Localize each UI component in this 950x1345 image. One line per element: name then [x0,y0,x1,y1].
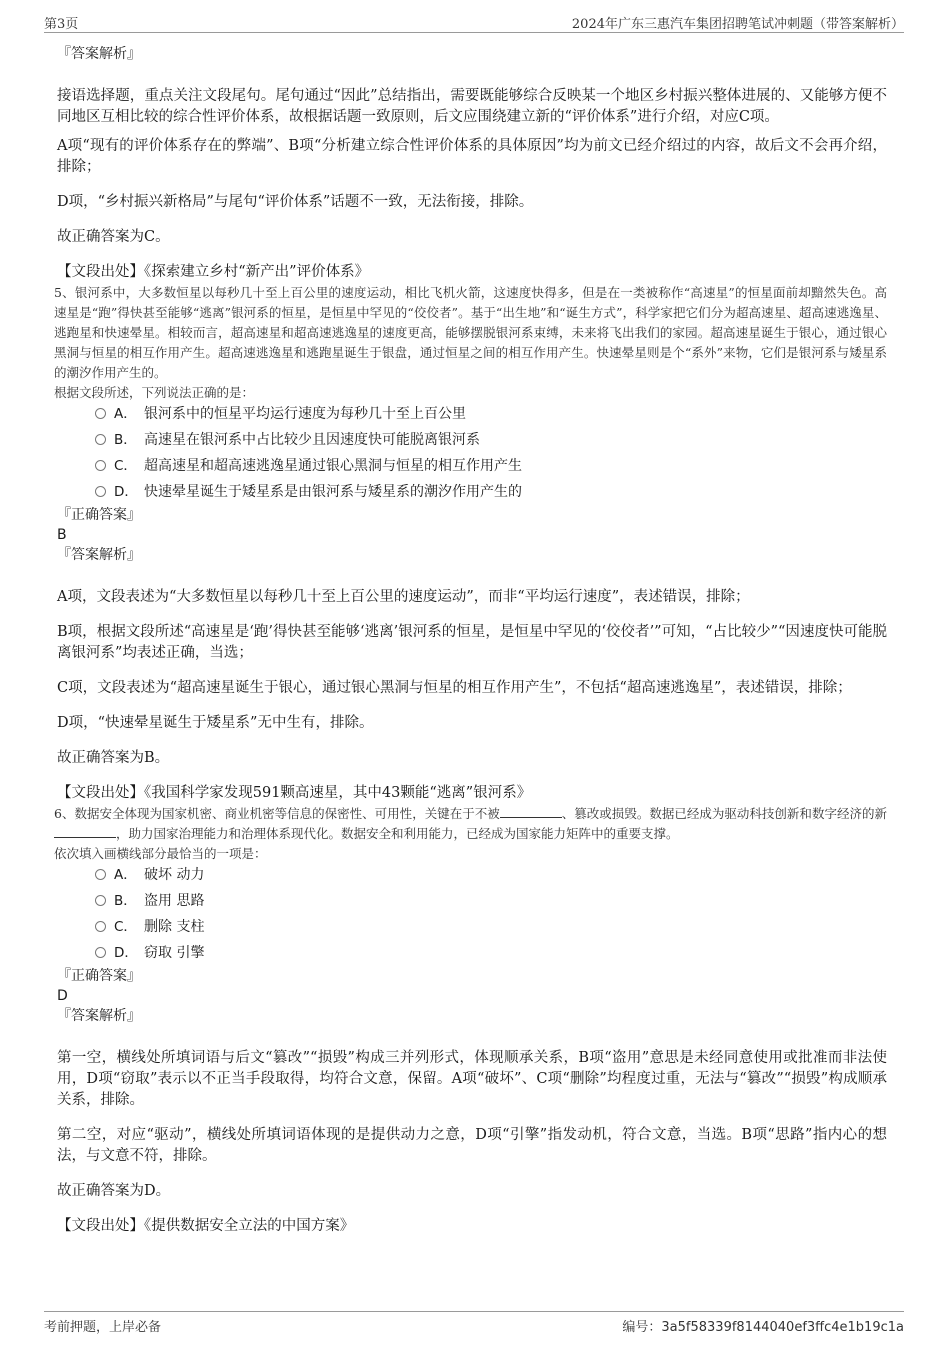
q4-analysis-2: A项“现有的评价体系存在的弊端”、B项“分析建立综合性评价体系的具体原因”均为前文已经介绍过的内容，故后文不会再介绍，排除； [57,138,887,175]
radio-icon[interactable] [95,947,106,958]
q5-options [95,401,887,505]
q6-option-c[interactable]: C． 删除 支柱 [95,914,887,940]
main-content [54,44,887,1237]
page-number: 第3页 [44,17,79,32]
analysis-label: 『答案解析』 [57,46,141,62]
q4-source [57,262,887,283]
q4-analysis-1: 接语选择题，重点关注文段尾句。尾句通过“因此”总结指出，需要既能够综合反映某一个地区乡村振兴整体进展的、又能够方便不同地区互相比较的综合性评价体系，故根据话题一致原则，后文应围绕建立新的“评价体系”进行介绍，对应C项。 [57,88,887,125]
source-label: 【文段出处】 [57,1218,144,1234]
q6-option-d[interactable]: D． 窃取 引擎 [95,940,887,966]
q5-option-a[interactable]: A． 银河系中的恒星平均运行速度为每秒几十至上百公里 [95,401,887,427]
analysis-label: 『答案解析』 [57,1008,141,1024]
q5-option-d[interactable]: D． 快速晕星诞生于矮星系是由银河系与矮星系的潮汐作用产生的 [95,479,887,505]
radio-icon[interactable] [95,486,106,497]
radio-icon[interactable] [95,408,106,419]
footer-code: 编号：3a5f58339f8144040ef3ffc4e1b19c1a [622,1320,904,1335]
q6-answer: D [57,988,68,1004]
q6-source-title: 《提供数据安全立法的中国方案》 [144,1218,355,1234]
blank-2 [54,827,116,838]
q4-analysis-4: 故正确答案为C。 [57,229,170,245]
source-label: 【文段出处】 [57,264,144,280]
q5-option-c[interactable]: C． 超高速星和超高速逃逸星通过银心黑洞与恒星的相互作用产生 [95,453,887,479]
q6-option-a[interactable]: A． 破坏 动力 [95,862,887,888]
q5-option-b[interactable]: B． 高速星在银河系中占比较少且因速度快可能脱离银河系 [95,427,887,453]
q5-analysis-2: B项，根据文段所述“高速星是‘跑’得快甚至能够‘逃离’银河系的恒星，是恒星中罕见的‘佼佼者’”可知，“占比较少”“因速度快可能脱离银河系”均表述正确，当选； [57,624,887,661]
q5-question: 5、银河系中，大多数恒星以每秒几十至上百公里的速度运动，相比飞机火箭，这速度快得多，但是在一类被称作“高速星”的恒星面前却黯然失色。高速星是“跑”得快甚至能够“逃离”银河系的恒星，是恒星中罕见的“佼佼者”。基于“出生地”和“诞生方式”，科学家把它们分为超高速星、超高速逃逸星、逃跑星和快速晕星。相较而言，超高速星和超高速逃逸星的速度更高，能够摆脱银河系束缚，未来将飞出我们的家园。超高速星诞生于银心，通过银心黑洞与恒星的相互作用产生。超高速逃逸星和逃跑星诞生于银盘，通过恒星之间的相互作用产生。快速晕星则是个“系外”来物，它们是银河系与矮星系的潮汐作用产生的。 [54,285,887,380]
radio-icon[interactable] [95,460,106,471]
analysis-label: 『答案解析』 [57,547,141,563]
q6-prompt: 依次填入画横线部分最恰当的一项是： [54,846,267,861]
q5-analysis-4: D项，“快速晕星诞生于矮星系”无中生有，排除。 [57,715,374,731]
source-label: 【文段出处】 [57,785,144,801]
q5-source-title: 《我国科学家发现591颗高速星，其中43颗能“逃离”银河系》 [144,785,532,801]
page-header [44,12,904,33]
q6-analysis-1: 第一空，横线处所填词语与后文“篡改”“损毁”构成三并列形式，体现顺承关系，B项“盗用”意思是未经同意使用或批准而非法使用，D项“窃取”表示以不正当手段取得，均符合文意，保留。A项“破坏”、C项“删除”均程度过重，无法与“篡改”“损毁”构成顺承关系，排除。 [57,1050,887,1108]
q5-source [57,783,887,804]
radio-icon[interactable] [95,921,106,932]
correct-label: 『正确答案』 [57,968,141,984]
q5-analysis-1: A项，文段表述为“大多数恒星以每秒几十至上百公里的速度运动”，而非“平均运行速度”，表述错误，排除； [57,589,750,605]
q5-analysis-5: 故正确答案为B。 [57,750,170,766]
radio-icon[interactable] [95,869,106,880]
document-title: 2024年广东三惠汽车集团招聘笔试冲刺题（带答案解析） [571,17,904,32]
radio-icon[interactable] [95,434,106,445]
q6-analysis-3: 故正确答案为D。 [57,1183,171,1199]
q6-source [57,1216,887,1237]
radio-icon[interactable] [95,895,106,906]
blank-1 [500,807,562,818]
q5-prompt: 根据文段所述，下列说法正确的是： [54,385,255,400]
q6-analysis-2: 第二空，对应“驱动”，横线处所填词语体现的是提供动力之意，D项“引擎”指发动机，符合文意，当选。B项“思路”指内心的想法，与文意不符，排除。 [57,1127,887,1164]
footer-slogan: 考前押题，上岸必备 [44,1320,162,1335]
q5-answer: B [57,527,67,543]
q4-source-title: 《探索建立乡村“新产出”评价体系》 [144,264,370,280]
correct-label: 『正确答案』 [57,507,141,523]
q6-options [95,862,887,966]
q6-question: 6、数据安全体现为国家机密、商业机密等信息的保密性、可用性，关键在于不被 、篡改或损毁。数据已经成为驱动科技创新和数字经济的新，助力国家治理能力和治理体系现代化。数据安全和利用能力，已经成为国家能力矩阵中的重要支撑。 [54,806,887,841]
q5-analysis-3: C项，文段表述为“超高速星诞生于银心，通过银心黑洞与恒星的相互作用产生”，不包括“超高速逃逸星”，表述错误，排除； [57,680,852,696]
q4-analysis-3: D项，“乡村振兴新格局”与尾句“评价体系”话题不一致，无法衔接，排除。 [57,194,534,210]
page-footer [44,1311,904,1334]
q6-option-b[interactable]: B． 盗用 思路 [95,888,887,914]
